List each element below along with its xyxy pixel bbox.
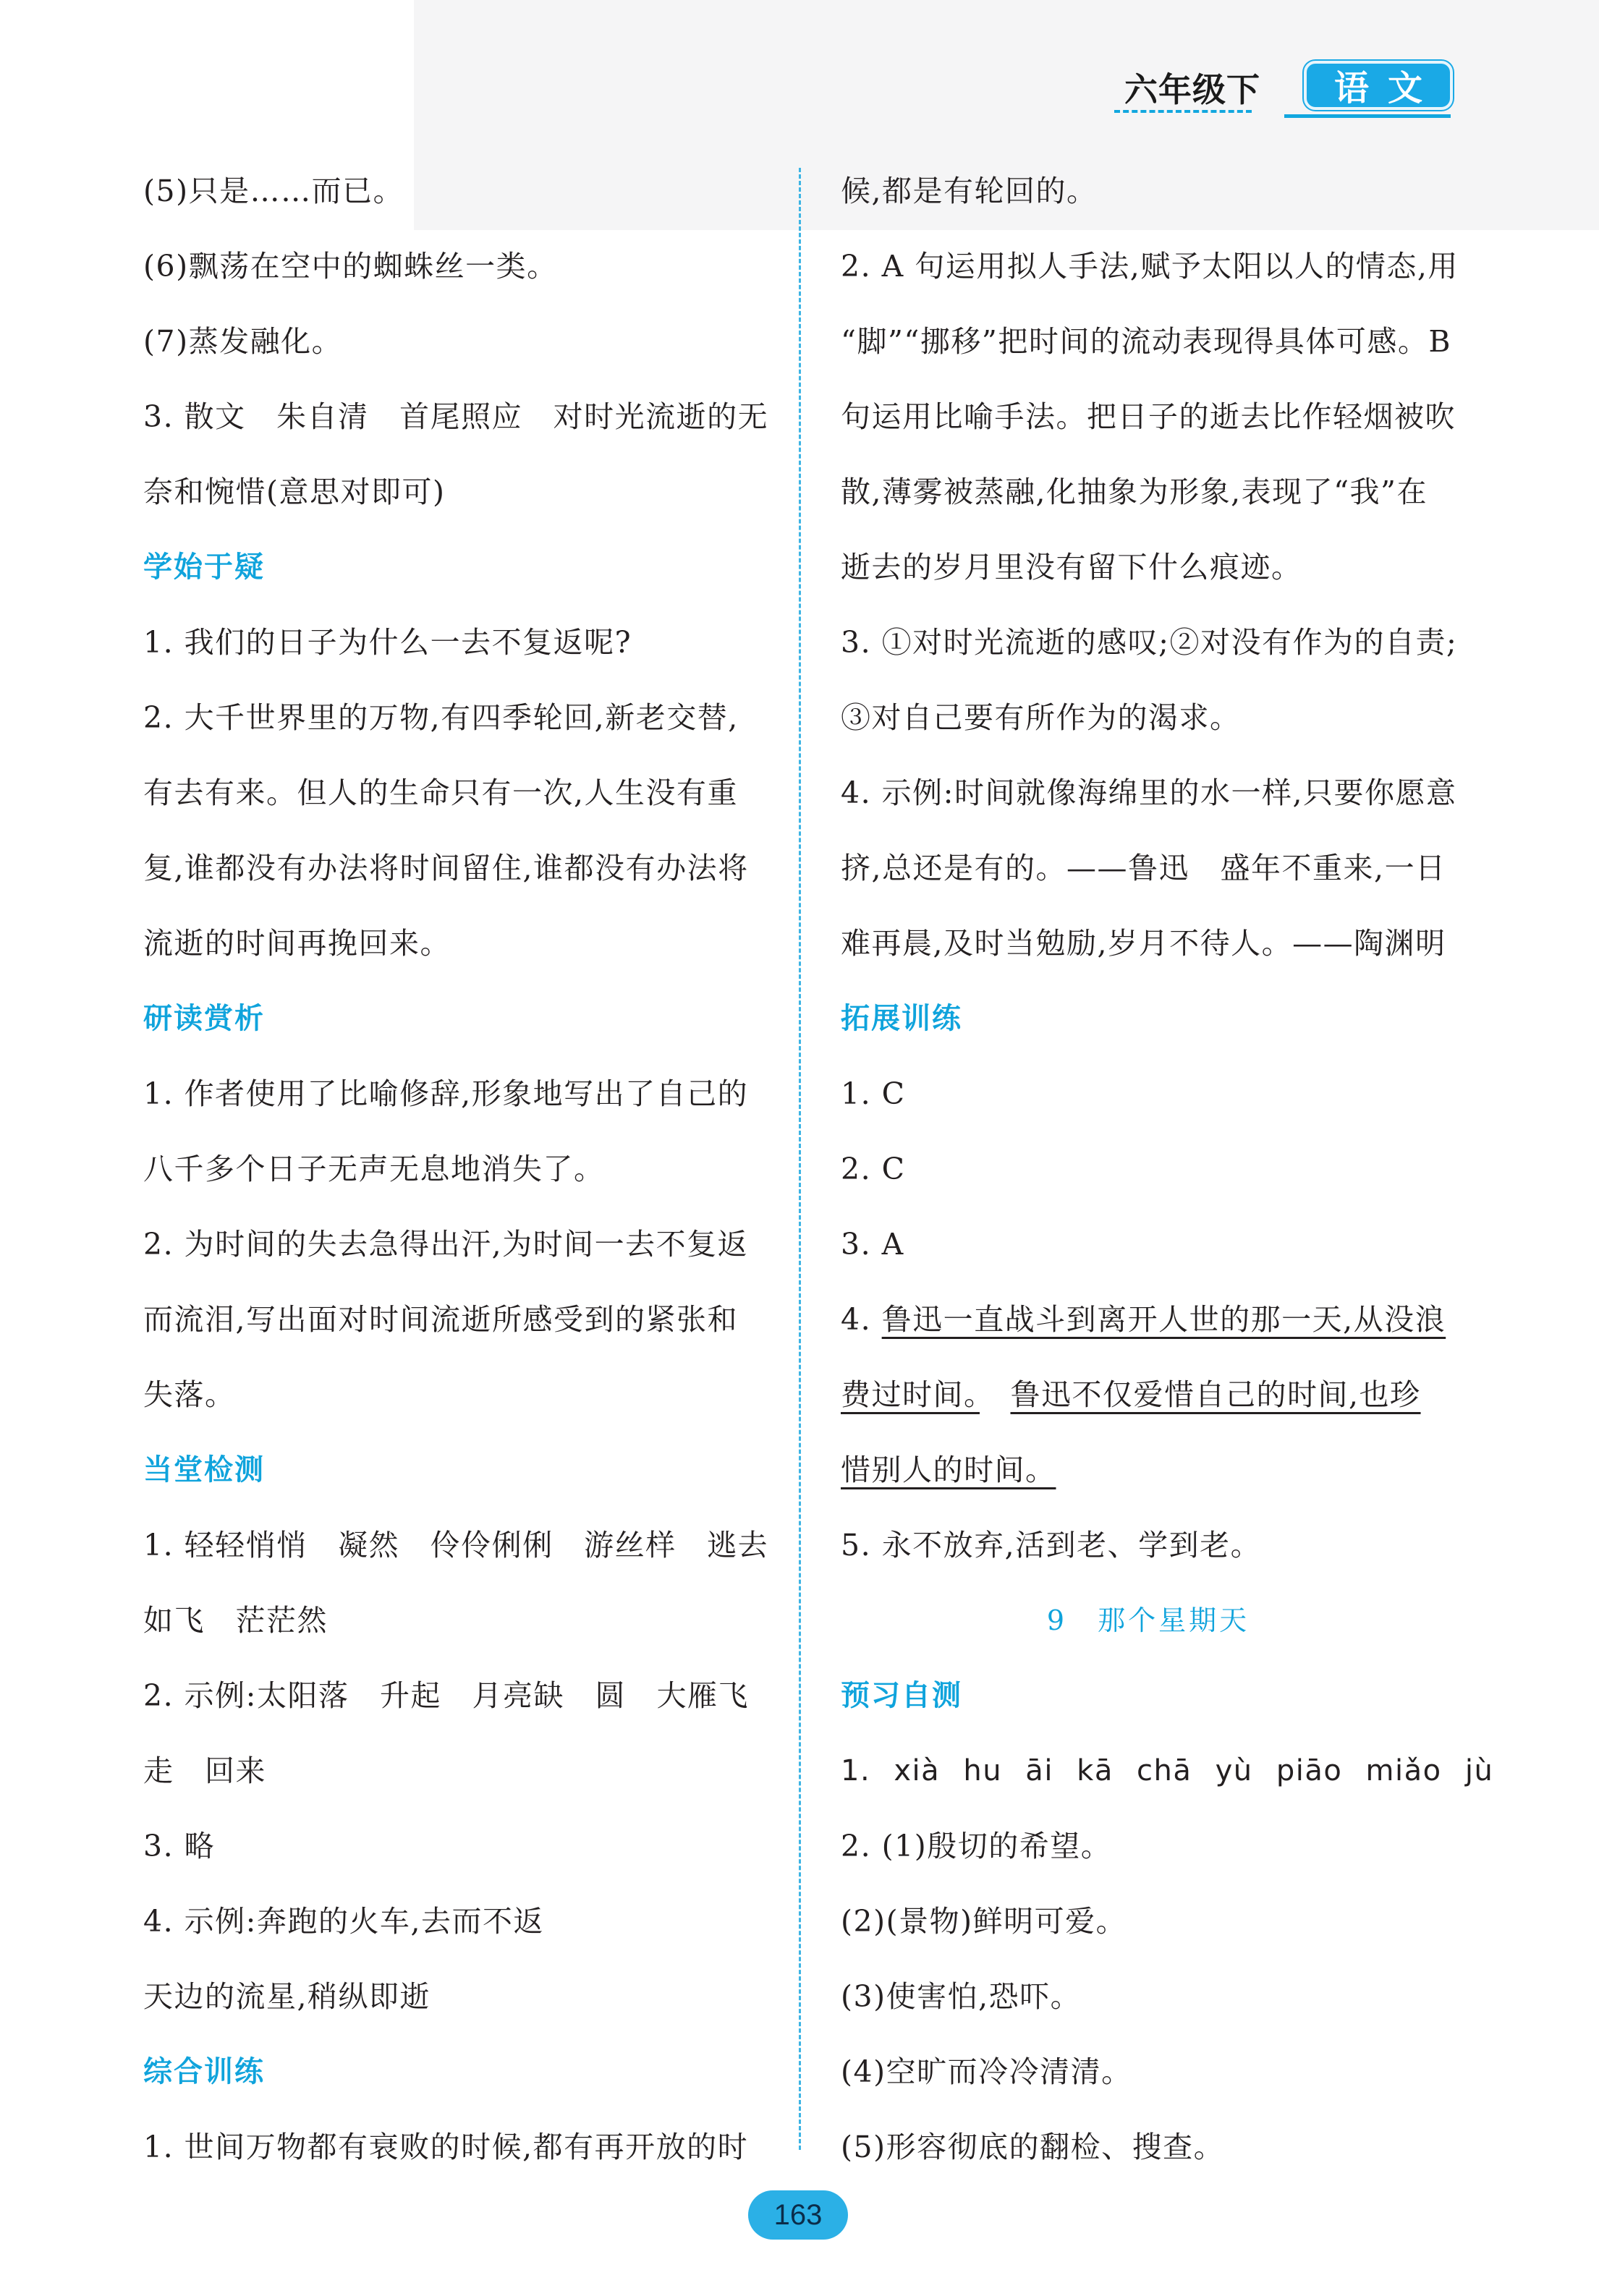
- answer-line: 走 回来: [143, 1753, 266, 1788]
- answer-line: 而流泪,写出面对时间流逝所感受到的紧张和: [143, 1302, 739, 1337]
- pinyin-answer-line: 1. xià hu āi kā chā yù piāo miǎo jù: [841, 1754, 1494, 1787]
- answer-line: 八千多个日子无声无息地消失了。: [143, 1152, 605, 1186]
- header-dashed-line: [1114, 110, 1252, 113]
- answer-line: 2. 为时间的失去急得出汗,为时间一去不复返: [143, 1227, 749, 1262]
- column-divider: [799, 168, 801, 2150]
- answer-line: 3. ①对时光流逝的感叹;②对没有作为的自责;: [841, 625, 1458, 660]
- underlined-answer-line: [841, 1282, 1456, 1357]
- answer-line: 天边的流星,稍纵即逝: [143, 1979, 431, 2014]
- section-heading: 研读赏析: [143, 1002, 265, 1035]
- answer-line: 5. 永不放弃,活到老、学到老。: [841, 1528, 1262, 1562]
- right-column: [841, 153, 1494, 2185]
- answer-line: 3. 略: [143, 1829, 216, 1863]
- section-heading: 拓展训练: [841, 1002, 962, 1035]
- answer-line: 句运用比喻手法。把日子的逝去比作轻烟被吹: [841, 399, 1456, 434]
- answer-line: (4)空旷而冷冷清清。: [841, 2054, 1132, 2089]
- answer-line: 4. 示例:时间就像海绵里的水一样,只要你愿意: [841, 775, 1457, 810]
- section-heading: 综合训练: [143, 2055, 265, 2088]
- answer-line: (3)使害怕,恐吓。: [841, 1979, 1082, 2014]
- underlined-text: 费过时间。: [841, 1377, 980, 1412]
- answer-line: 失落。: [143, 1377, 236, 1412]
- answer-line: 1. 轻轻悄悄 凝然 伶伶俐俐 游丝样 逃去: [143, 1528, 769, 1562]
- answer-line: 散,薄雾被蒸融,化抽象为形象,表现了“我”在: [841, 475, 1428, 509]
- answer-line: 逝去的岁月里没有留下什么痕迹。: [841, 550, 1302, 584]
- answer-line: 1. 作者使用了比喻修辞,形象地写出了自己的: [143, 1076, 749, 1111]
- answer-line: 奈和惋惜(意思对即可): [143, 475, 446, 509]
- answer-line: 2. C: [841, 1152, 906, 1186]
- answer-line: 复,谁都没有办法将时间留住,谁都没有办法将: [143, 851, 749, 885]
- answer-line: (7)蒸发融化。: [143, 324, 343, 359]
- answer-line: 3. 散文 朱自清 首尾照应 对时光流逝的无: [143, 399, 769, 434]
- answer-line: 2. A 句运用拟人手法,赋予太阳以人的情态,用: [841, 249, 1459, 284]
- answer-number: 4.: [841, 1302, 882, 1337]
- answer-line: 2. 示例:太阳落 升起 月亮缺 圆 大雁飞: [143, 1678, 749, 1713]
- answer-line: 有去有来。但人的生命只有一次,人生没有重: [143, 775, 739, 810]
- answer-line: 1. C: [841, 1076, 906, 1111]
- left-column: [143, 153, 769, 2185]
- answer-line: 流逝的时间再挽回来。: [143, 926, 451, 961]
- underlined-text: 鲁迅一直战斗到离开人世的那一天,从没浪: [881, 1302, 1446, 1337]
- answer-line: (2)(景物)鲜明可爱。: [841, 1904, 1127, 1939]
- page-number: 163: [748, 2190, 848, 2240]
- gap: [980, 1377, 1011, 1412]
- underlined-answer-line: [841, 1357, 1456, 1432]
- underlined-answer-line: [841, 1432, 1456, 1508]
- answer-line: (6)飘荡在空中的蜘蛛丝一类。: [143, 249, 558, 284]
- answer-line: 1. 世间万物都有衰败的时候,都有再开放的时: [143, 2130, 749, 2164]
- answer-line: 候,都是有轮回的。: [841, 174, 1098, 208]
- header-solid-line: [1284, 114, 1451, 118]
- section-heading: 学始于疑: [143, 550, 265, 584]
- answer-line: (5)形容彻底的翻检、搜查。: [841, 2130, 1225, 2164]
- answer-line: 难再晨,及时当勉励,岁月不待人。——陶渊明: [841, 926, 1446, 961]
- answer-line: “脚”“挪移”把时间的流动表现得具体可感。B: [841, 324, 1451, 359]
- underlined-text: 鲁迅不仅爱惜自己的时间,也珍: [1010, 1377, 1421, 1412]
- answer-line: ③对自己要有所作为的渴求。: [841, 700, 1241, 735]
- section-heading: 当堂检测: [143, 1453, 265, 1487]
- answer-line: 如飞 茫茫然: [143, 1603, 328, 1638]
- section-heading: 预习自测: [841, 1679, 962, 1712]
- underlined-text: 惜别人的时间。: [841, 1453, 1056, 1487]
- grade-label: 六年级下: [1124, 70, 1260, 109]
- answer-line: 2. 大千世界里的万物,有四季轮回,新老交替,: [143, 700, 739, 735]
- subject-badge: 语文: [1304, 61, 1453, 110]
- answer-line: 3. A: [841, 1227, 904, 1262]
- lesson-title: 9 那个星期天: [1046, 1604, 1250, 1636]
- answer-line: 4. 示例:奔跑的火车,去而不返: [143, 1904, 544, 1939]
- answer-line: 2. (1)殷切的希望。: [841, 1829, 1112, 1863]
- page-header: [1114, 61, 1454, 126]
- answer-line: 1. 我们的日子为什么一去不复返呢?: [143, 625, 632, 660]
- answer-line: 挤,总还是有的。——鲁迅 盛年不重来,一日: [841, 851, 1446, 885]
- answer-line: (5)只是……而已。: [143, 174, 404, 208]
